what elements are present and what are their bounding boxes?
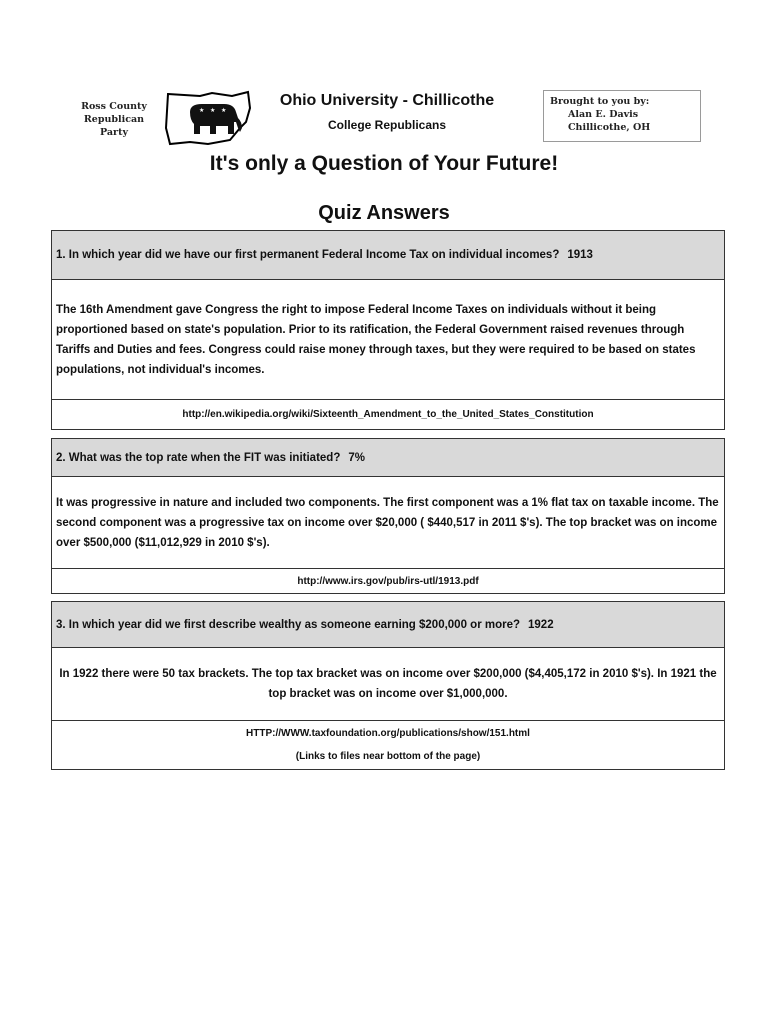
svg-text:★: ★ [210, 107, 216, 114]
question-text: 3. In which year did we first describe wealthy as someone earning $200,000 or more? [56, 618, 521, 631]
party-label-line: Ross County [81, 101, 147, 112]
svg-text:★: ★ [221, 107, 227, 114]
answer-explanation: It was progressive in nature and included two components. The first component was a 1% flat tax on taxable income. The second component was a progressive tax on income over $20,000 ( $440,517 in 2011 $'s). The top bracket was on income over $500,000 ($11,012,929 in 2010 $'s). [52, 477, 724, 569]
quiz-title: Quiz Answers [318, 202, 450, 224]
question-band [52, 439, 724, 477]
question-answer: 1922 [528, 618, 554, 631]
answer-explanation: The 16th Amendment gave Congress the right to impose Federal Income Taxes on individuals without it being proportioned based on state's population. Prior to its ratification, the Federal Government raised revenues through Tariffs and Duties and fees. Congress could raise money through taxes, but they were required to be based on states populations, not individual's incomes. [52, 280, 724, 400]
page-headline: It's only a Question of Your Future! [209, 152, 559, 175]
source-cell [52, 569, 724, 593]
quiz-item [51, 601, 725, 770]
org-subtitle: College Republicans [327, 118, 447, 132]
quiz-item [51, 438, 725, 594]
source-link[interactable]: http://www.irs.gov/pub/irs-utl/1913.pdf [297, 575, 479, 587]
source-link[interactable]: HTTP://WWW.taxfoundation.org/publications/show/151.html [246, 728, 530, 739]
party-label-line: Republican [83, 114, 145, 125]
credit-line: Chillicothe, OH [568, 122, 651, 133]
party-label [74, 100, 154, 139]
question-band [52, 602, 724, 648]
answer-explanation: In 1922 there were 50 tax brackets. The top tax bracket was on income over $200,000 ($4,405,172 in 2010 $'s). In 1921 the top bracket was on income over $1,000,000. [52, 648, 724, 721]
source-link[interactable]: http://en.wikipedia.org/wiki/Sixteenth_Amendment_to_the_United_States_Constitution [182, 409, 594, 420]
source-note: (Links to files near bottom of the page) [295, 751, 481, 762]
ohio-map-elephant-icon [160, 88, 260, 146]
svg-text:★: ★ [199, 107, 205, 114]
question-answer: 7% [348, 451, 365, 464]
credit-box [543, 90, 701, 142]
org-title: Ohio University - Chillicothe [279, 92, 495, 109]
question-answer: 1913 [567, 249, 593, 261]
source-cell [52, 721, 724, 769]
question-text: 1. In which year did we have our first permanent Federal Income Tax on individual incomes? [56, 249, 560, 261]
question-band [52, 231, 724, 280]
party-label-line: Party [100, 127, 128, 138]
question-text: 2. What was the top rate when the FIT was initiated? [56, 451, 341, 464]
credit-line: Alan E. Davis [568, 109, 639, 120]
credit-line: Brought to you by: [550, 96, 650, 107]
quiz-item [51, 230, 725, 430]
source-cell [52, 400, 724, 429]
